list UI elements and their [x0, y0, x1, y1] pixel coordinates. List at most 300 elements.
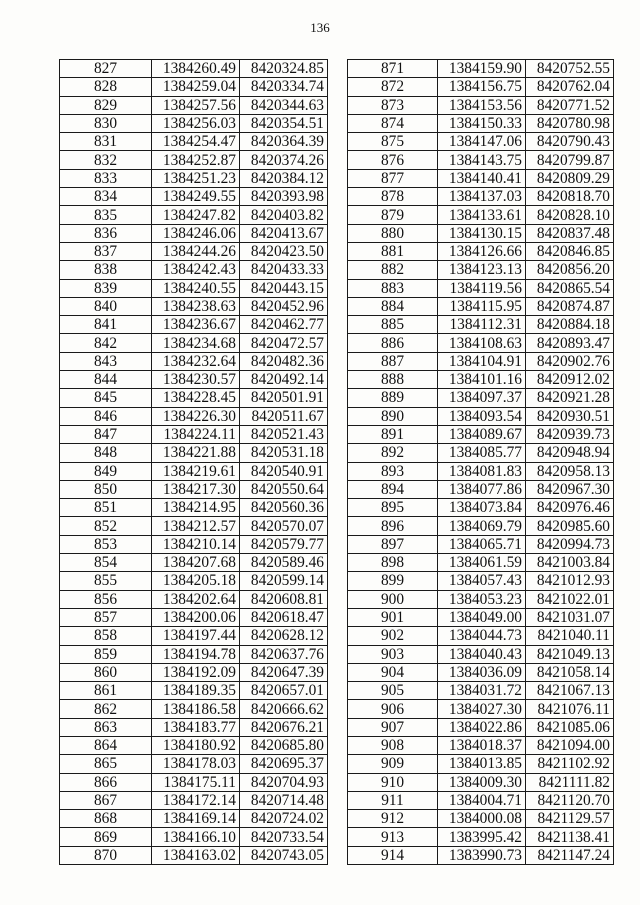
x-coordinate-cell: 1384194.78 — [152, 645, 240, 663]
y-coordinate-cell: 8420985.60 — [526, 517, 614, 535]
table-row — [60, 462, 328, 480]
y-coordinate-cell: 8420902.76 — [526, 352, 614, 370]
y-coordinate-cell: 8420657.01 — [240, 682, 328, 700]
table-row — [60, 224, 328, 242]
table-row — [60, 645, 328, 663]
point-number-cell: 913 — [348, 828, 438, 846]
table-row — [348, 810, 614, 828]
x-coordinate-cell: 1384254.47 — [152, 133, 240, 151]
y-coordinate-cell: 8421129.57 — [526, 810, 614, 828]
table-row — [348, 535, 614, 553]
y-coordinate-cell: 8420403.82 — [240, 206, 328, 224]
point-number-cell: 876 — [348, 151, 438, 169]
y-coordinate-cell: 8420743.05 — [240, 846, 328, 864]
table-row — [60, 371, 328, 389]
x-coordinate-cell: 1384147.06 — [438, 133, 526, 151]
table-row — [348, 791, 614, 809]
point-number-cell: 888 — [348, 371, 438, 389]
x-coordinate-cell: 1384104.91 — [438, 352, 526, 370]
y-coordinate-cell: 8420550.64 — [240, 480, 328, 498]
point-number-cell: 910 — [348, 773, 438, 791]
y-coordinate-cell: 8420647.39 — [240, 663, 328, 681]
x-coordinate-cell: 1384180.92 — [152, 736, 240, 754]
table-row — [348, 682, 614, 700]
x-coordinate-cell: 1384252.87 — [152, 151, 240, 169]
table-row — [60, 627, 328, 645]
table-row — [60, 682, 328, 700]
point-number-cell: 839 — [60, 279, 152, 297]
y-coordinate-cell: 8421102.92 — [526, 755, 614, 773]
table-row — [60, 755, 328, 773]
table-row — [348, 169, 614, 187]
coordinates-table-left — [59, 59, 328, 865]
table-row — [60, 78, 328, 96]
point-number-cell: 846 — [60, 407, 152, 425]
table-row — [348, 224, 614, 242]
x-coordinate-cell: 1384004.71 — [438, 791, 526, 809]
x-coordinate-cell: 1384077.86 — [438, 480, 526, 498]
table-row — [348, 755, 614, 773]
y-coordinate-cell: 8420608.81 — [240, 590, 328, 608]
y-coordinate-cell: 8420637.76 — [240, 645, 328, 663]
table-row — [60, 517, 328, 535]
x-coordinate-cell: 1384244.26 — [152, 242, 240, 260]
point-number-cell: 904 — [348, 663, 438, 681]
table-row — [60, 334, 328, 352]
table-row — [348, 316, 614, 334]
point-number-cell: 873 — [348, 96, 438, 114]
y-coordinate-cell: 8421003.84 — [526, 554, 614, 572]
table-row — [60, 828, 328, 846]
point-number-cell: 838 — [60, 261, 152, 279]
y-coordinate-cell: 8420958.13 — [526, 462, 614, 480]
x-coordinate-cell: 1384153.56 — [438, 96, 526, 114]
table-row — [60, 114, 328, 132]
x-coordinate-cell: 1384009.30 — [438, 773, 526, 791]
table-row — [60, 133, 328, 151]
point-number-cell: 893 — [348, 462, 438, 480]
x-coordinate-cell: 1384040.43 — [438, 645, 526, 663]
table-row — [60, 663, 328, 681]
x-coordinate-cell: 1384256.03 — [152, 114, 240, 132]
point-number-cell: 869 — [60, 828, 152, 846]
x-coordinate-cell: 1384234.68 — [152, 334, 240, 352]
y-coordinate-cell: 8420384.12 — [240, 169, 328, 187]
table-row — [348, 407, 614, 425]
table-row — [348, 78, 614, 96]
y-coordinate-cell: 8420570.07 — [240, 517, 328, 535]
point-number-cell: 868 — [60, 810, 152, 828]
x-coordinate-cell: 1384166.10 — [152, 828, 240, 846]
table-row — [60, 718, 328, 736]
y-coordinate-cell: 8421067.13 — [526, 682, 614, 700]
y-coordinate-cell: 8420628.12 — [240, 627, 328, 645]
y-coordinate-cell: 8420921.28 — [526, 389, 614, 407]
x-coordinate-cell: 1384169.14 — [152, 810, 240, 828]
table-row — [348, 444, 614, 462]
table-row — [348, 663, 614, 681]
table-row — [348, 554, 614, 572]
y-coordinate-cell: 8421111.82 — [526, 773, 614, 791]
x-coordinate-cell: 1384036.09 — [438, 663, 526, 681]
y-coordinate-cell: 8420818.70 — [526, 188, 614, 206]
point-number-cell: 871 — [348, 60, 438, 78]
point-number-cell: 887 — [348, 352, 438, 370]
y-coordinate-cell: 8420912.02 — [526, 371, 614, 389]
table-row — [60, 554, 328, 572]
table-row — [348, 700, 614, 718]
point-number-cell: 911 — [348, 791, 438, 809]
y-coordinate-cell: 8420874.87 — [526, 297, 614, 315]
y-coordinate-cell: 8420364.39 — [240, 133, 328, 151]
table-row — [60, 444, 328, 462]
table-row — [348, 242, 614, 260]
y-coordinate-cell: 8421049.13 — [526, 645, 614, 663]
point-number-cell: 883 — [348, 279, 438, 297]
y-coordinate-cell: 8420443.15 — [240, 279, 328, 297]
y-coordinate-cell: 8420828.10 — [526, 206, 614, 224]
x-coordinate-cell: 1384230.57 — [152, 371, 240, 389]
point-number-cell: 907 — [348, 718, 438, 736]
table-row — [60, 535, 328, 553]
point-number-cell: 890 — [348, 407, 438, 425]
table-row — [348, 133, 614, 151]
x-coordinate-cell: 1384137.03 — [438, 188, 526, 206]
table-row — [60, 810, 328, 828]
x-coordinate-cell: 1384156.75 — [438, 78, 526, 96]
x-coordinate-cell: 1384242.43 — [152, 261, 240, 279]
x-coordinate-cell: 1384065.71 — [438, 535, 526, 553]
point-number-cell: 835 — [60, 206, 152, 224]
x-coordinate-cell: 1384236.67 — [152, 316, 240, 334]
point-number-cell: 836 — [60, 224, 152, 242]
y-coordinate-cell: 8420433.33 — [240, 261, 328, 279]
point-number-cell: 863 — [60, 718, 152, 736]
table-row — [348, 151, 614, 169]
point-number-cell: 860 — [60, 663, 152, 681]
table-row — [348, 334, 614, 352]
x-coordinate-cell: 1384197.44 — [152, 627, 240, 645]
y-coordinate-cell: 8421120.70 — [526, 791, 614, 809]
table-row — [60, 425, 328, 443]
table-row — [60, 151, 328, 169]
point-number-cell: 827 — [60, 60, 152, 78]
point-number-cell: 832 — [60, 151, 152, 169]
x-coordinate-cell: 1384089.67 — [438, 425, 526, 443]
point-number-cell: 870 — [60, 846, 152, 864]
x-coordinate-cell: 1384232.64 — [152, 352, 240, 370]
y-coordinate-cell: 8420521.43 — [240, 425, 328, 443]
y-coordinate-cell: 8421031.07 — [526, 608, 614, 626]
point-number-cell: 885 — [348, 316, 438, 334]
x-coordinate-cell: 1384013.85 — [438, 755, 526, 773]
point-number-cell: 845 — [60, 389, 152, 407]
y-coordinate-cell: 8420540.91 — [240, 462, 328, 480]
table-row — [60, 572, 328, 590]
point-number-cell: 891 — [348, 425, 438, 443]
y-coordinate-cell: 8420799.87 — [526, 151, 614, 169]
x-coordinate-cell: 1384053.23 — [438, 590, 526, 608]
table-row — [348, 828, 614, 846]
x-coordinate-cell: 1384101.16 — [438, 371, 526, 389]
y-coordinate-cell: 8420846.85 — [526, 242, 614, 260]
y-coordinate-cell: 8420482.36 — [240, 352, 328, 370]
y-coordinate-cell: 8420930.51 — [526, 407, 614, 425]
y-coordinate-cell: 8421147.24 — [526, 846, 614, 864]
x-coordinate-cell: 1384247.82 — [152, 206, 240, 224]
point-number-cell: 854 — [60, 554, 152, 572]
point-number-cell: 914 — [348, 846, 438, 864]
point-number-cell: 880 — [348, 224, 438, 242]
x-coordinate-cell: 1384069.79 — [438, 517, 526, 535]
point-number-cell: 906 — [348, 700, 438, 718]
table-row — [348, 96, 614, 114]
y-coordinate-cell: 8420501.91 — [240, 389, 328, 407]
y-coordinate-cell: 8421094.00 — [526, 736, 614, 754]
point-number-cell: 850 — [60, 480, 152, 498]
x-coordinate-cell: 1384183.77 — [152, 718, 240, 736]
y-coordinate-cell: 8420865.54 — [526, 279, 614, 297]
point-number-cell: 857 — [60, 608, 152, 626]
table-row — [348, 736, 614, 754]
y-coordinate-cell: 8420452.96 — [240, 297, 328, 315]
point-number-cell: 889 — [348, 389, 438, 407]
point-number-cell: 902 — [348, 627, 438, 645]
point-number-cell: 828 — [60, 78, 152, 96]
x-coordinate-cell: 1384031.72 — [438, 682, 526, 700]
table-row — [60, 773, 328, 791]
y-coordinate-cell: 8420884.18 — [526, 316, 614, 334]
x-coordinate-cell: 1384085.77 — [438, 444, 526, 462]
point-number-cell: 852 — [60, 517, 152, 535]
x-coordinate-cell: 1384163.02 — [152, 846, 240, 864]
table-row — [348, 425, 614, 443]
point-number-cell: 842 — [60, 334, 152, 352]
table-row — [60, 480, 328, 498]
y-coordinate-cell: 8420685.80 — [240, 736, 328, 754]
x-coordinate-cell: 1384207.68 — [152, 554, 240, 572]
point-number-cell: 849 — [60, 462, 152, 480]
point-number-cell: 884 — [348, 297, 438, 315]
table-row — [348, 846, 614, 864]
table-row — [348, 114, 614, 132]
table-row — [348, 352, 614, 370]
point-number-cell: 837 — [60, 242, 152, 260]
y-coordinate-cell: 8420704.93 — [240, 773, 328, 791]
point-number-cell: 881 — [348, 242, 438, 260]
point-number-cell: 847 — [60, 425, 152, 443]
y-coordinate-cell: 8421058.14 — [526, 663, 614, 681]
y-coordinate-cell: 8421138.41 — [526, 828, 614, 846]
y-coordinate-cell: 8420324.85 — [240, 60, 328, 78]
point-number-cell: 903 — [348, 645, 438, 663]
x-coordinate-cell: 1384219.61 — [152, 462, 240, 480]
y-coordinate-cell: 8420752.55 — [526, 60, 614, 78]
x-coordinate-cell: 1384228.45 — [152, 389, 240, 407]
table-row — [348, 572, 614, 590]
point-number-cell: 865 — [60, 755, 152, 773]
point-number-cell: 858 — [60, 627, 152, 645]
x-coordinate-cell: 1384251.23 — [152, 169, 240, 187]
point-number-cell: 862 — [60, 700, 152, 718]
table-row — [60, 242, 328, 260]
y-coordinate-cell: 8420618.47 — [240, 608, 328, 626]
point-number-cell: 877 — [348, 169, 438, 187]
y-coordinate-cell: 8420589.46 — [240, 554, 328, 572]
x-coordinate-cell: 1384150.33 — [438, 114, 526, 132]
table-row — [60, 316, 328, 334]
x-coordinate-cell: 1384130.15 — [438, 224, 526, 242]
table-row — [60, 60, 328, 78]
y-coordinate-cell: 8420695.37 — [240, 755, 328, 773]
table-row — [348, 718, 614, 736]
x-coordinate-cell: 1384000.08 — [438, 810, 526, 828]
point-number-cell: 874 — [348, 114, 438, 132]
y-coordinate-cell: 8420837.48 — [526, 224, 614, 242]
table-row — [60, 188, 328, 206]
y-coordinate-cell: 8420560.36 — [240, 499, 328, 517]
point-number-cell: 886 — [348, 334, 438, 352]
y-coordinate-cell: 8421085.06 — [526, 718, 614, 736]
y-coordinate-cell: 8420856.20 — [526, 261, 614, 279]
point-number-cell: 901 — [348, 608, 438, 626]
x-coordinate-cell: 1384217.30 — [152, 480, 240, 498]
table-row — [348, 773, 614, 791]
point-number-cell: 872 — [348, 78, 438, 96]
point-number-cell: 895 — [348, 499, 438, 517]
x-coordinate-cell: 1384240.55 — [152, 279, 240, 297]
x-coordinate-cell: 1384212.57 — [152, 517, 240, 535]
table-row — [60, 407, 328, 425]
table-row — [60, 736, 328, 754]
x-coordinate-cell: 1384260.49 — [152, 60, 240, 78]
y-coordinate-cell: 8420939.73 — [526, 425, 614, 443]
y-coordinate-cell: 8420472.57 — [240, 334, 328, 352]
x-coordinate-cell: 1384057.43 — [438, 572, 526, 590]
table-row — [60, 700, 328, 718]
point-number-cell: 867 — [60, 791, 152, 809]
x-coordinate-cell: 1384159.90 — [438, 60, 526, 78]
x-coordinate-cell: 1384175.11 — [152, 773, 240, 791]
x-coordinate-cell: 1384186.58 — [152, 700, 240, 718]
table-row — [348, 389, 614, 407]
table-row — [60, 499, 328, 517]
point-number-cell: 894 — [348, 480, 438, 498]
x-coordinate-cell: 1384246.06 — [152, 224, 240, 242]
y-coordinate-cell: 8420579.77 — [240, 535, 328, 553]
x-coordinate-cell: 1384259.04 — [152, 78, 240, 96]
table-row — [60, 389, 328, 407]
point-number-cell: 840 — [60, 297, 152, 315]
x-coordinate-cell: 1384081.83 — [438, 462, 526, 480]
coordinates-table-right — [347, 59, 614, 865]
x-coordinate-cell: 1384202.64 — [152, 590, 240, 608]
table-row — [348, 517, 614, 535]
point-number-cell: 878 — [348, 188, 438, 206]
x-coordinate-cell: 1384044.73 — [438, 627, 526, 645]
y-coordinate-cell: 8420714.48 — [240, 791, 328, 809]
y-coordinate-cell: 8420893.47 — [526, 334, 614, 352]
y-coordinate-cell: 8421040.11 — [526, 627, 614, 645]
point-number-cell: 896 — [348, 517, 438, 535]
point-number-cell: 834 — [60, 188, 152, 206]
point-number-cell: 882 — [348, 261, 438, 279]
x-coordinate-cell: 1383995.42 — [438, 828, 526, 846]
y-coordinate-cell: 8420344.63 — [240, 96, 328, 114]
point-number-cell: 841 — [60, 316, 152, 334]
x-coordinate-cell: 1384027.30 — [438, 700, 526, 718]
point-number-cell: 898 — [348, 554, 438, 572]
table-row — [348, 188, 614, 206]
y-coordinate-cell: 8420771.52 — [526, 96, 614, 114]
x-coordinate-cell: 1384119.56 — [438, 279, 526, 297]
table-row — [60, 608, 328, 626]
y-coordinate-cell: 8420967.30 — [526, 480, 614, 498]
x-coordinate-cell: 1384224.11 — [152, 425, 240, 443]
point-number-cell: 859 — [60, 645, 152, 663]
table-row — [60, 791, 328, 809]
point-number-cell: 899 — [348, 572, 438, 590]
table-row — [60, 169, 328, 187]
point-number-cell: 909 — [348, 755, 438, 773]
table-row — [348, 206, 614, 224]
y-coordinate-cell: 8420733.54 — [240, 828, 328, 846]
table-row — [60, 279, 328, 297]
y-coordinate-cell: 8420531.18 — [240, 444, 328, 462]
point-number-cell: 856 — [60, 590, 152, 608]
y-coordinate-cell: 8420994.73 — [526, 535, 614, 553]
table-row — [348, 499, 614, 517]
table-row — [348, 279, 614, 297]
x-coordinate-cell: 1384238.63 — [152, 297, 240, 315]
x-coordinate-cell: 1384140.41 — [438, 169, 526, 187]
x-coordinate-cell: 1384097.37 — [438, 389, 526, 407]
table-row — [348, 261, 614, 279]
y-coordinate-cell: 8420809.29 — [526, 169, 614, 187]
x-coordinate-cell: 1384189.35 — [152, 682, 240, 700]
x-coordinate-cell: 1384018.37 — [438, 736, 526, 754]
table-row — [60, 96, 328, 114]
y-coordinate-cell: 8420599.14 — [240, 572, 328, 590]
point-number-cell: 866 — [60, 773, 152, 791]
y-coordinate-cell: 8420724.02 — [240, 810, 328, 828]
x-coordinate-cell: 1384214.95 — [152, 499, 240, 517]
point-number-cell: 831 — [60, 133, 152, 151]
y-coordinate-cell: 8421076.11 — [526, 700, 614, 718]
point-number-cell: 912 — [348, 810, 438, 828]
x-coordinate-cell: 1384061.59 — [438, 554, 526, 572]
y-coordinate-cell: 8420393.98 — [240, 188, 328, 206]
point-number-cell: 908 — [348, 736, 438, 754]
x-coordinate-cell: 1384192.09 — [152, 663, 240, 681]
x-coordinate-cell: 1384200.06 — [152, 608, 240, 626]
x-coordinate-cell: 1384123.13 — [438, 261, 526, 279]
x-coordinate-cell: 1384022.86 — [438, 718, 526, 736]
y-coordinate-cell: 8420948.94 — [526, 444, 614, 462]
point-number-cell: 833 — [60, 169, 152, 187]
table-row — [60, 846, 328, 864]
table-row — [348, 60, 614, 78]
point-number-cell: 879 — [348, 206, 438, 224]
y-coordinate-cell: 8420790.43 — [526, 133, 614, 151]
x-coordinate-cell: 1384249.55 — [152, 188, 240, 206]
y-coordinate-cell: 8420492.14 — [240, 371, 328, 389]
y-coordinate-cell: 8420666.62 — [240, 700, 328, 718]
table-row — [348, 590, 614, 608]
x-coordinate-cell: 1384172.14 — [152, 791, 240, 809]
table-row — [348, 371, 614, 389]
y-coordinate-cell: 8420462.77 — [240, 316, 328, 334]
